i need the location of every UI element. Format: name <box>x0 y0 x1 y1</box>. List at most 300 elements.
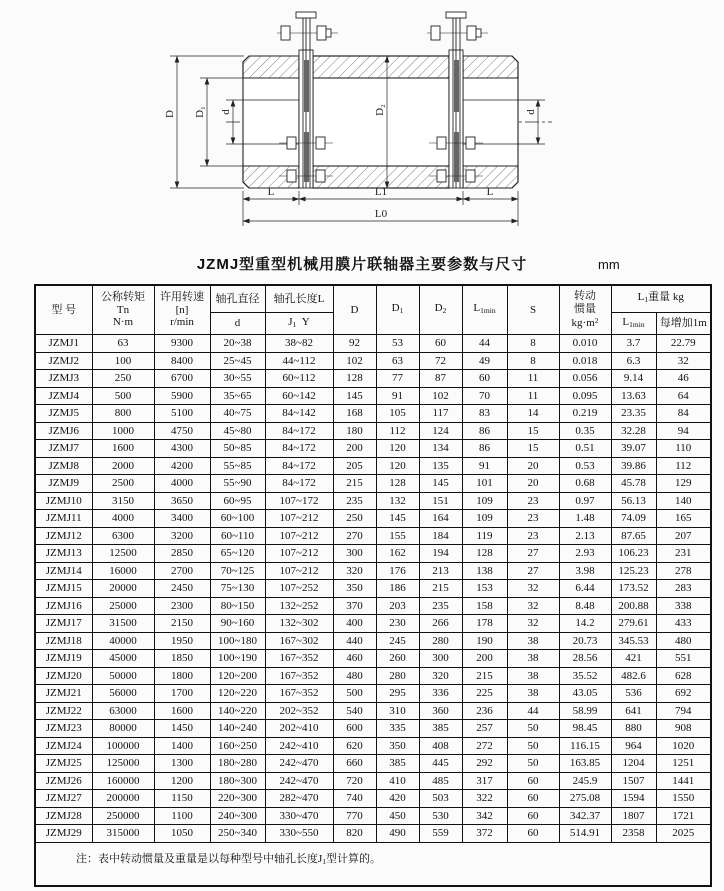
cell: JZMJ3 <box>35 370 92 388</box>
cell: 1300 <box>154 755 210 773</box>
cell: 140 <box>656 492 711 510</box>
cell: 16000 <box>92 562 154 580</box>
coupling-drawing-svg <box>0 0 724 248</box>
col-header-bore-diameter-d: d <box>210 313 265 335</box>
col-header-D1: $D_1$ <box>376 285 419 335</box>
col-header-inertia: 转动 惯量 $kg\cdot m^2$ <box>559 285 611 335</box>
cell: 145 <box>419 475 462 493</box>
cell: 315000 <box>92 825 154 843</box>
dim-label-d-right: d <box>525 109 537 115</box>
cell: 245 <box>376 632 419 650</box>
cell: 32 <box>507 580 559 598</box>
cell: 482.6 <box>611 667 656 685</box>
cell: 1700 <box>154 685 210 703</box>
cell: 120 <box>376 440 419 458</box>
cell: 266 <box>419 615 462 633</box>
cell: 310 <box>376 702 419 720</box>
cell: 3150 <box>92 492 154 510</box>
cell: 1400 <box>154 737 210 755</box>
cell: 35.52 <box>559 667 611 685</box>
cell: 272 <box>462 737 507 755</box>
cell: 485 <box>419 772 462 790</box>
cell: JZMJ10 <box>35 492 92 510</box>
page-title: JZMJ型重型机械用膜片联轴器主要参数与尺寸 <box>196 256 528 273</box>
cell: 60 <box>507 825 559 843</box>
cell: JZMJ18 <box>35 632 92 650</box>
cell: 23.35 <box>611 405 656 423</box>
cell: 250000 <box>92 807 154 825</box>
cell: 800 <box>92 405 154 423</box>
cell: 56.13 <box>611 492 656 510</box>
cell: 317 <box>462 772 507 790</box>
cell: JZMJ25 <box>35 755 92 773</box>
cell: 1550 <box>656 790 711 808</box>
cell: 1850 <box>154 650 210 668</box>
cell: 0.056 <box>559 370 611 388</box>
cell: JZMJ23 <box>35 720 92 738</box>
cell: 60~142 <box>265 387 333 405</box>
cell: 160000 <box>92 772 154 790</box>
col-header-D: D <box>333 285 376 335</box>
cell: 44~112 <box>265 352 333 370</box>
cell: 38~82 <box>265 335 333 353</box>
cell: 45.78 <box>611 475 656 493</box>
cell: 164 <box>419 510 462 528</box>
cell: 14.2 <box>559 615 611 633</box>
table-row <box>35 755 711 773</box>
cell: 280 <box>419 632 462 650</box>
spec-table <box>34 284 712 887</box>
cell: 215 <box>462 667 507 685</box>
cell: JZMJ16 <box>35 597 92 615</box>
cell: JZMJ6 <box>35 422 92 440</box>
cell: 138 <box>462 562 507 580</box>
cell: 84~142 <box>265 405 333 423</box>
cell: 559 <box>419 825 462 843</box>
cell: 49 <box>462 352 507 370</box>
cell: 64 <box>656 387 711 405</box>
cell: 75~130 <box>210 580 265 598</box>
cell: 65~120 <box>210 545 265 563</box>
cell: 410 <box>376 772 419 790</box>
cell: 50 <box>507 755 559 773</box>
cell: 4300 <box>154 440 210 458</box>
cell: JZMJ5 <box>35 405 92 423</box>
cell: 660 <box>333 755 376 773</box>
cell: 110 <box>656 440 711 458</box>
cell: 1204 <box>611 755 656 773</box>
dim-label-L-left: L <box>267 186 275 198</box>
cell: 1000 <box>92 422 154 440</box>
cell: JZMJ2 <box>35 352 92 370</box>
cell: 87 <box>419 370 462 388</box>
cell: 63000 <box>92 702 154 720</box>
table-row <box>35 545 711 563</box>
table-row <box>35 737 711 755</box>
cell: 40~75 <box>210 405 265 423</box>
cell: JZMJ14 <box>35 562 92 580</box>
table-row <box>35 772 711 790</box>
cell: 109 <box>462 492 507 510</box>
cell: 200.88 <box>611 597 656 615</box>
cell: 86 <box>462 440 507 458</box>
cell: 215 <box>419 580 462 598</box>
cell: 335 <box>376 720 419 738</box>
cell: 178 <box>462 615 507 633</box>
cell: 1020 <box>656 737 711 755</box>
cell: 320 <box>419 667 462 685</box>
cell: JZMJ11 <box>35 510 92 528</box>
left-hub <box>243 56 299 188</box>
cell: 55~85 <box>210 457 265 475</box>
cell: 92 <box>333 335 376 353</box>
cell: 167~352 <box>265 685 333 703</box>
cell: 230 <box>376 615 419 633</box>
cell: 2850 <box>154 545 210 563</box>
cell: 11 <box>507 387 559 405</box>
cell: 322 <box>462 790 507 808</box>
cell: 433 <box>656 615 711 633</box>
cell: 107~212 <box>265 545 333 563</box>
cell: 23 <box>507 527 559 545</box>
cell: 1721 <box>656 807 711 825</box>
cell: 128 <box>333 370 376 388</box>
cell: 125.23 <box>611 562 656 580</box>
cell: 770 <box>333 807 376 825</box>
cell: 145 <box>376 510 419 528</box>
cell: 0.53 <box>559 457 611 475</box>
cell: 145 <box>333 387 376 405</box>
cell: 80~150 <box>210 597 265 615</box>
cell: 20000 <box>92 580 154 598</box>
cell: 278 <box>656 562 711 580</box>
cell: 4000 <box>154 475 210 493</box>
cell: 8400 <box>154 352 210 370</box>
cell: 53 <box>376 335 419 353</box>
table-row <box>35 632 711 650</box>
cell: 60 <box>462 370 507 388</box>
right-hub <box>463 56 518 188</box>
cell: 20 <box>507 457 559 475</box>
cell: 292 <box>462 755 507 773</box>
cell: 15 <box>507 440 559 458</box>
table-row <box>35 650 711 668</box>
cell: 200000 <box>92 790 154 808</box>
cell: 91 <box>376 387 419 405</box>
table-row <box>35 720 711 738</box>
col-header-allowable-speed: 许用转速 [n] r/min <box>154 285 210 335</box>
cell: 27 <box>507 562 559 580</box>
cell: 60 <box>419 335 462 353</box>
table-row <box>35 667 711 685</box>
cell: 280 <box>376 667 419 685</box>
cell: 153 <box>462 580 507 598</box>
table-footer <box>35 842 711 886</box>
cell: 23 <box>507 510 559 528</box>
table-row <box>35 457 711 475</box>
cell: 6300 <box>92 527 154 545</box>
cell: 1507 <box>611 772 656 790</box>
cell: 25000 <box>92 597 154 615</box>
cell: 964 <box>611 737 656 755</box>
cell: 30~55 <box>210 370 265 388</box>
cell: 490 <box>376 825 419 843</box>
cell: 117 <box>419 405 462 423</box>
cell: 2150 <box>154 615 210 633</box>
cell: 120 <box>376 457 419 475</box>
col-header-weight-group: $L_1$重量 kg <box>611 285 711 313</box>
cell: 400 <box>333 615 376 633</box>
cell: 3200 <box>154 527 210 545</box>
table-row <box>35 527 711 545</box>
cell: 350 <box>333 580 376 598</box>
cell: 44 <box>507 702 559 720</box>
cell: 63 <box>92 335 154 353</box>
cell: 215 <box>333 475 376 493</box>
cell: 242~410 <box>265 737 333 755</box>
cell: 70 <box>462 387 507 405</box>
cell: 84~172 <box>265 457 333 475</box>
cell: 32 <box>656 352 711 370</box>
cell: 107~212 <box>265 527 333 545</box>
cell: 1600 <box>154 702 210 720</box>
cell: 2.13 <box>559 527 611 545</box>
cell: 2.93 <box>559 545 611 563</box>
cell: 40000 <box>92 632 154 650</box>
cell: 60~95 <box>210 492 265 510</box>
cell: 2358 <box>611 825 656 843</box>
cell: 245.9 <box>559 772 611 790</box>
cell: 213 <box>419 562 462 580</box>
table-row <box>35 335 711 353</box>
cell: 135 <box>419 457 462 475</box>
cell: 100~190 <box>210 650 265 668</box>
cell: 84 <box>656 405 711 423</box>
cell: 460 <box>333 650 376 668</box>
cell: 275.08 <box>559 790 611 808</box>
cell: 80000 <box>92 720 154 738</box>
cell: 330~550 <box>265 825 333 843</box>
spacer-tube <box>313 56 449 188</box>
cell: 100000 <box>92 737 154 755</box>
cell: 1594 <box>611 790 656 808</box>
cell: 9.14 <box>611 370 656 388</box>
cell: 167~352 <box>265 667 333 685</box>
table-row <box>35 422 711 440</box>
col-header-model: 型 号 <box>35 285 92 335</box>
cell: 641 <box>611 702 656 720</box>
cell: 140~220 <box>210 702 265 720</box>
cell: 160~250 <box>210 737 265 755</box>
cell: 360 <box>419 702 462 720</box>
cell: 200 <box>333 440 376 458</box>
cell: 124 <box>419 422 462 440</box>
cell: 45000 <box>92 650 154 668</box>
cell: 794 <box>656 702 711 720</box>
cell: 203 <box>376 597 419 615</box>
cell: 0.68 <box>559 475 611 493</box>
cell: 445 <box>419 755 462 773</box>
cell: 167~352 <box>265 650 333 668</box>
cell: 87.65 <box>611 527 656 545</box>
cell: 540 <box>333 702 376 720</box>
cell: 1.48 <box>559 510 611 528</box>
cell: 22.79 <box>656 335 711 353</box>
cell: 107~172 <box>265 492 333 510</box>
cell: 44 <box>462 335 507 353</box>
col-header-weight-l1min: $L_{1min}$ <box>611 313 656 335</box>
cell: 1450 <box>154 720 210 738</box>
col-header-bore-length: 轴孔长度L <box>265 285 333 313</box>
cell: 180~280 <box>210 755 265 773</box>
cell: 173.52 <box>611 580 656 598</box>
cell: 1251 <box>656 755 711 773</box>
cell: JZMJ15 <box>35 580 92 598</box>
cell: 720 <box>333 772 376 790</box>
cell: 90~160 <box>210 615 265 633</box>
cell: 107~212 <box>265 562 333 580</box>
cell: 300 <box>419 650 462 668</box>
cell: JZMJ7 <box>35 440 92 458</box>
cell: JZMJ12 <box>35 527 92 545</box>
coupling-drawing <box>0 0 724 248</box>
cell: 116.15 <box>559 737 611 755</box>
cell: JZMJ21 <box>35 685 92 703</box>
cell: 100~180 <box>210 632 265 650</box>
table-row <box>35 685 711 703</box>
cell: 4750 <box>154 422 210 440</box>
cell: 165 <box>656 510 711 528</box>
cell: 140~240 <box>210 720 265 738</box>
cell: 84~172 <box>265 440 333 458</box>
cell: JZMJ20 <box>35 667 92 685</box>
cell: JZMJ19 <box>35 650 92 668</box>
cell: 112 <box>376 422 419 440</box>
cell: 908 <box>656 720 711 738</box>
cell: 600 <box>333 720 376 738</box>
cell: 250 <box>333 510 376 528</box>
table-row <box>35 387 711 405</box>
cell: 820 <box>333 825 376 843</box>
cell: 480 <box>333 667 376 685</box>
cell: 551 <box>656 650 711 668</box>
cell: 14 <box>507 405 559 423</box>
cell: 250~340 <box>210 825 265 843</box>
cell: 101 <box>462 475 507 493</box>
cell: 50 <box>507 720 559 738</box>
cell: 202~410 <box>265 720 333 738</box>
cell: 1800 <box>154 667 210 685</box>
cell: JZMJ24 <box>35 737 92 755</box>
cell: 38 <box>507 632 559 650</box>
cell: 8.48 <box>559 597 611 615</box>
cell: 295 <box>376 685 419 703</box>
cell: 35~65 <box>210 387 265 405</box>
cell: 200 <box>462 650 507 668</box>
cell: 55~90 <box>210 475 265 493</box>
cell: 31500 <box>92 615 154 633</box>
cell: 60~100 <box>210 510 265 528</box>
cell: 58.99 <box>559 702 611 720</box>
table-note: 注：表中转动惯量及重量是以每种型号中轴孔长度$J_1$型计算的。 <box>35 842 711 886</box>
table-header <box>35 285 711 335</box>
cell: 500 <box>333 685 376 703</box>
cell: 194 <box>419 545 462 563</box>
cell: 440 <box>333 632 376 650</box>
cell: 1600 <box>92 440 154 458</box>
table-row <box>35 825 711 843</box>
cell: 134 <box>419 440 462 458</box>
cell: 151 <box>419 492 462 510</box>
cell: 25~45 <box>210 352 265 370</box>
cell: JZMJ8 <box>35 457 92 475</box>
dim-label-d-left: d <box>220 109 232 115</box>
cell: 74.09 <box>611 510 656 528</box>
cell: JZMJ4 <box>35 387 92 405</box>
cell: 385 <box>376 755 419 773</box>
cell: 250 <box>92 370 154 388</box>
dim-label-L-right: L <box>486 186 494 198</box>
cell: 84~172 <box>265 475 333 493</box>
cell: 330~470 <box>265 807 333 825</box>
cell: 202~352 <box>265 702 333 720</box>
cell: 129 <box>656 475 711 493</box>
cell: 112 <box>656 457 711 475</box>
cell: 94 <box>656 422 711 440</box>
cell: 5100 <box>154 405 210 423</box>
cell: 50 <box>507 737 559 755</box>
cell: 1200 <box>154 772 210 790</box>
table-row <box>35 615 711 633</box>
cell: 385 <box>419 720 462 738</box>
cell: 225 <box>462 685 507 703</box>
cell: 3.98 <box>559 562 611 580</box>
cell: 0.095 <box>559 387 611 405</box>
cell: 3.7 <box>611 335 656 353</box>
table-row <box>35 352 711 370</box>
cell: 283 <box>656 580 711 598</box>
cell: 180 <box>333 422 376 440</box>
cell: 20 <box>507 475 559 493</box>
cell: 2000 <box>92 457 154 475</box>
cell: 13.63 <box>611 387 656 405</box>
cell: 162 <box>376 545 419 563</box>
cell: 128 <box>462 545 507 563</box>
cell: 4200 <box>154 457 210 475</box>
cell: 84~172 <box>265 422 333 440</box>
table-row <box>35 580 711 598</box>
cell: 6.44 <box>559 580 611 598</box>
cell: 235 <box>419 597 462 615</box>
cell: 880 <box>611 720 656 738</box>
col-header-S: S <box>507 285 559 335</box>
cell: 3400 <box>154 510 210 528</box>
cell: 0.97 <box>559 492 611 510</box>
cell: 235 <box>333 492 376 510</box>
cell: 8 <box>507 352 559 370</box>
table-row <box>35 440 711 458</box>
cell: 350 <box>376 737 419 755</box>
cell: 242~470 <box>265 772 333 790</box>
cell: 2025 <box>656 825 711 843</box>
cell: 420 <box>376 790 419 808</box>
cell: 109 <box>462 510 507 528</box>
cell: 240~300 <box>210 807 265 825</box>
cell: 38 <box>507 650 559 668</box>
cell: 530 <box>419 807 462 825</box>
cell: 450 <box>376 807 419 825</box>
cell: 20.73 <box>559 632 611 650</box>
